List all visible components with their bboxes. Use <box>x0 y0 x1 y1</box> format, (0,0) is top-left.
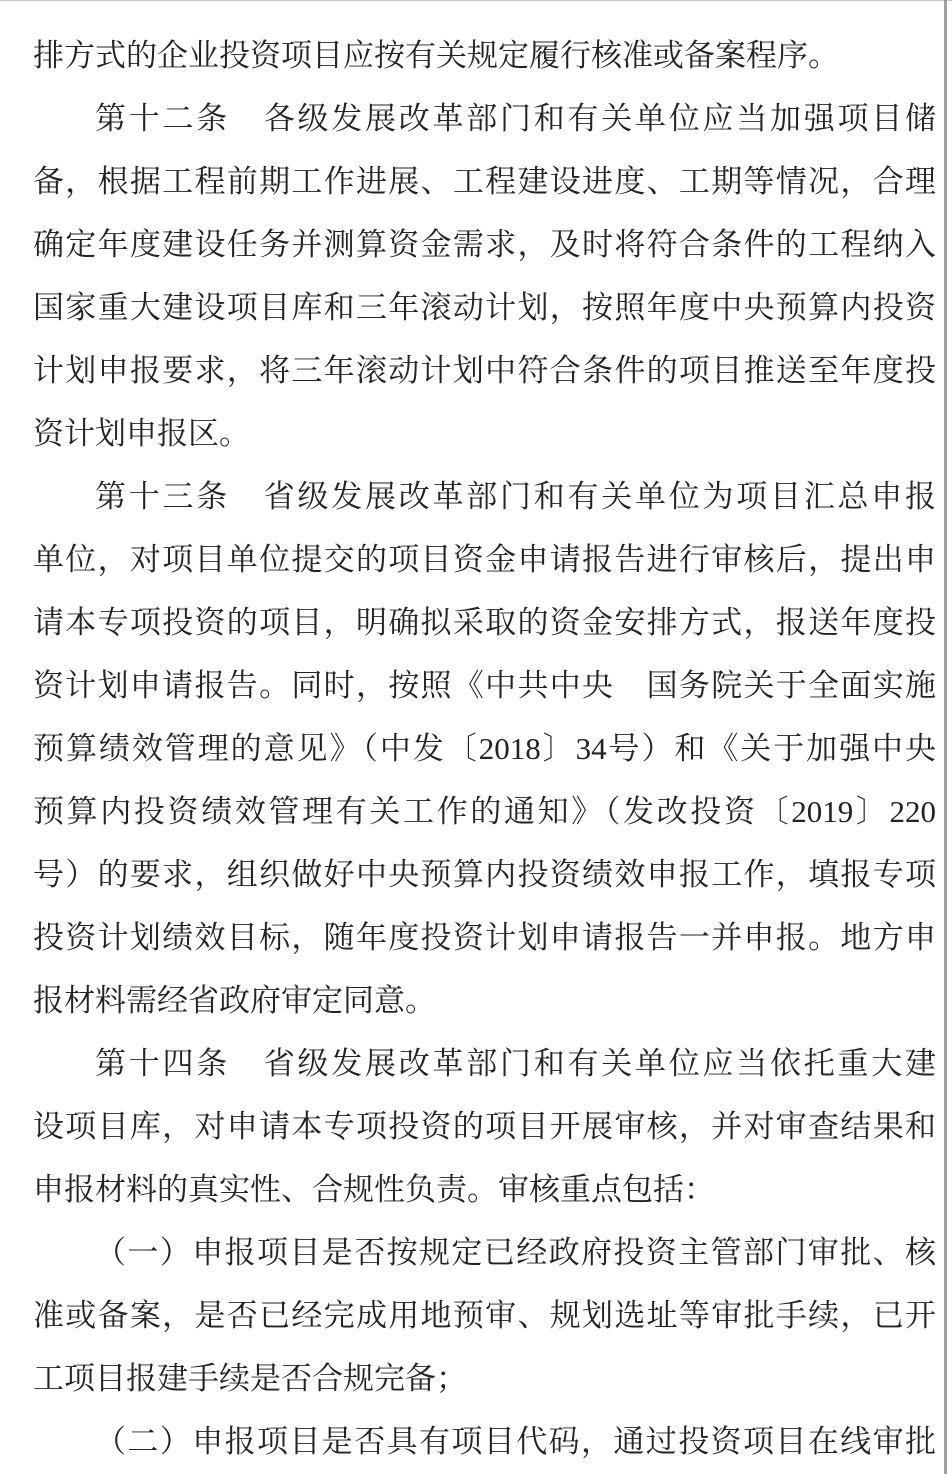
text-line: 号）的要求，组织做好中央预算内投资绩效申报工作，填报专项 <box>33 857 936 892</box>
text-line: 确定年度建设任务并测算资金需求，及时将符合条件的工程纳入 <box>33 227 936 262</box>
text-line: 国家重大建设项目库和三年滚动计划，按照年度中央预算内投资 <box>33 290 936 325</box>
text-line: 单位，对项目单位提交的项目资金申请报告进行审核后，提出申 <box>33 542 936 577</box>
document-body <box>33 24 936 1473</box>
text-line: 申报材料的真实性、合规性负责。审核重点包括： <box>33 1172 715 1207</box>
text-line: 第十三条 省级发展改革部门和有关单位为项目汇总申报 <box>95 479 936 514</box>
text-line: 准或备案，是否已经完成用地预审、规划选址等审批手续，已开 <box>33 1298 936 1333</box>
text-line: 排方式的企业投资项目应按有关规定履行核准或备案程序。 <box>33 38 839 73</box>
text-line: 第十二条 各级发展改革部门和有关单位应当加强项目储 <box>95 101 936 136</box>
text-line: 工项目报建手续是否合规完备； <box>33 1361 467 1396</box>
text-line: （一）申报项目是否按规定已经政府投资主管部门审批、核 <box>95 1235 936 1270</box>
text-line: （二）申报项目是否具有项目代码，通过投资项目在线审批 <box>95 1424 936 1459</box>
scan-edge-right <box>944 0 947 1474</box>
text-line: 备，根据工程前期工作进展、工程建设进度、工期等情况，合理 <box>33 164 936 199</box>
text-line: 资计划申报区。 <box>33 416 250 451</box>
text-line: 投资计划绩效目标，随年度投资计划申请报告一并申报。地方申 <box>33 920 936 955</box>
text-line: 资计划申请报告。同时，按照《中共中央 国务院关于全面实施 <box>33 668 936 703</box>
text-line: 计划申报要求，将三年滚动计划中符合条件的项目推送至年度投 <box>33 353 936 388</box>
text-line: 请本专项投资的项目，明确拟采取的资金安排方式，报送年度投 <box>33 605 936 640</box>
text-line: 预算内投资绩效管理有关工作的通知》（发改投资〔2019〕220 <box>33 794 936 829</box>
text-line: 报材料需经省政府审定同意。 <box>33 983 436 1018</box>
text-line: 第十四条 省级发展改革部门和有关单位应当依托重大建 <box>95 1046 936 1081</box>
scan-edge-top <box>0 0 952 1</box>
text-line: 预算绩效管理的意见》（中发〔2018〕34号）和《关于加强中央 <box>33 731 936 766</box>
text-line: 设项目库，对申请本专项投资的项目开展审核，并对审查结果和 <box>33 1109 936 1144</box>
